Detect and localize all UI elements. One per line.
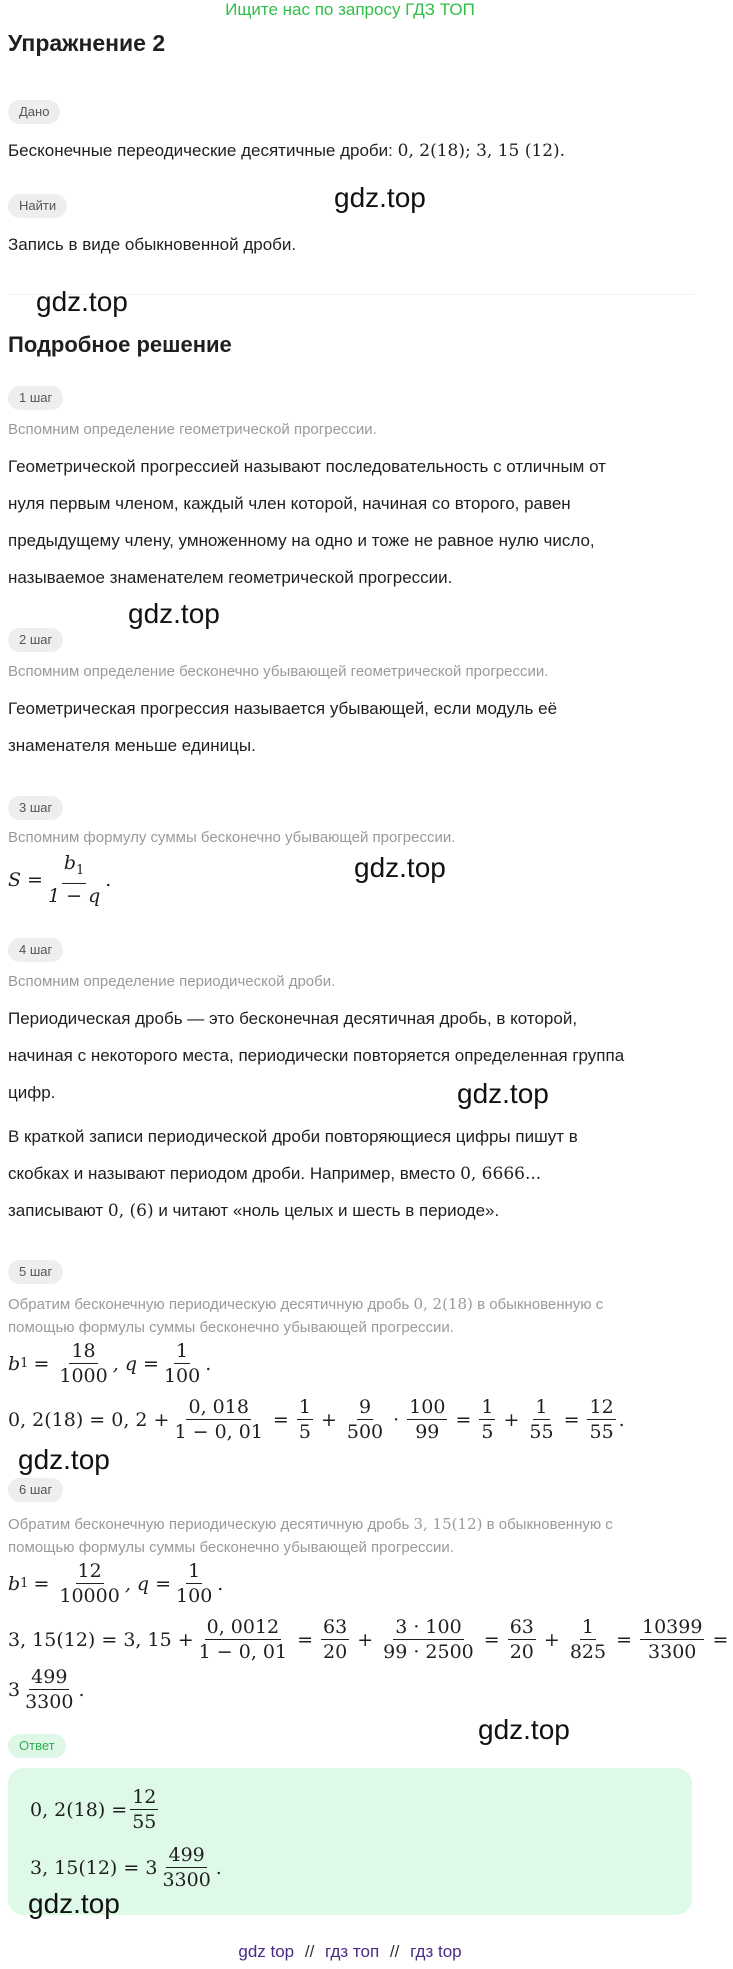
step-5-pill: 5 шаг [8,1260,63,1284]
b1-fraction [57,1340,109,1387]
sum-lhs: S = [8,868,43,891]
step-6-formula-3 [8,1666,85,1713]
step-3-hint: Вспомним формулу суммы бесконечно убывающей прогрессии. [8,829,456,846]
b1-den: 1000 [59,1365,108,1387]
step-4-write-math: 0, (6) [107,1201,154,1221]
answer-2-den: 3300 [162,1869,211,1891]
step-6-formula-2 [8,1616,733,1663]
f2-g [587,1396,615,1443]
q-label: , q = [124,1572,172,1595]
f2-a [172,1396,264,1443]
step-5-hint-b: в обыкновенную с [477,1296,604,1313]
f2-b-den: 5 [298,1421,311,1443]
step-1-hint: Вспомним определение геометрической прогрессии. [8,421,377,438]
answer-2-lhs: 3, 15(12) = 3 [30,1856,158,1879]
step-4-para2-line-3 [8,1192,694,1230]
given-text [8,132,694,170]
f2-a-den: 1 − 0, 01 [198,1641,288,1663]
step-6-hint-b: в обыкновенную с [486,1516,613,1533]
f2-e-num: 1 [581,1616,594,1638]
f2-f [640,1616,704,1663]
q-den: 100 [176,1585,213,1607]
step-4-example-math: 0, 6666... [460,1164,542,1184]
footer-link-3[interactable]: гдз top [410,1942,462,1961]
page-title: Упражнение 2 [8,30,166,56]
answer-1-fraction [130,1786,158,1833]
find-text: Запись в виде обыкновенной дроби. [8,235,297,254]
step-6-hint-2: помощью формулы суммы бесконечно убывающей прогрессии. [8,1539,454,1556]
step-5-formula-1 [8,1340,211,1387]
b1-symbol: b [8,1572,21,1595]
end: . [205,1352,212,1375]
plus: + [320,1408,337,1431]
f2-c-num: 9 [358,1396,372,1418]
sum-num-sub: 1 [76,863,85,878]
f2-d-den: 99 [415,1421,440,1443]
step-5-formula-2 [8,1396,625,1443]
sum-num: b [63,852,77,874]
step-1-line-4: называемое знаменателем геометрической прогрессии. [8,568,453,587]
solution-title: Подробное решение [8,332,232,357]
step-1-line-2: нуля первым членом, каждый член которой, начиная со второго, равен [8,494,571,513]
step-6-hint-1 [8,1512,694,1537]
step-6-pill: 6 шаг [8,1478,63,1502]
answer-pill: Ответ [8,1734,66,1758]
q-den: 100 [163,1365,201,1387]
step-4-hint: Вспомним определение периодической дроби. [8,973,336,990]
search-hint-link[interactable]: Ищите нас по запросу ГДЗ ТОП [225,0,475,19]
step-1-pill: 1 шаг [8,386,63,410]
step-4-write-text: записывают [8,1201,104,1220]
step-5-hint-a: Обратим бесконечную периодическую десятичную дробь [8,1296,410,1313]
b1-den: 10000 [59,1585,120,1607]
f2-lhs: 0, 2(18) = 0, 2 + [8,1408,170,1431]
f2-e [568,1616,608,1663]
b1-fraction [57,1560,121,1607]
watermark: gdz.top [18,1444,110,1475]
b1-sub: 1 [20,1576,29,1591]
f2-g-den: 55 [589,1421,614,1443]
answer-2-end: . [215,1856,222,1879]
sum-den: 1 − q [47,885,101,907]
f2-e-den: 825 [569,1641,607,1663]
step-4-line-3: цифр. [8,1083,56,1102]
eq: = [297,1628,314,1651]
step-3-pill: 3 шаг [8,796,63,820]
step-1-line-3: предыдущему члену, умноженному на одно и тоже не равное нулю число, [8,531,595,550]
dot: · [393,1408,400,1431]
f2-a-num: 0, 018 [188,1396,249,1418]
b1-num: 18 [71,1340,96,1362]
f2-f-den: 55 [529,1421,554,1443]
end: . [217,1572,224,1595]
step-2-line-2: знаменателя меньше единицы. [8,736,256,755]
mixed-den: 3300 [25,1691,74,1713]
f2-d [508,1616,536,1663]
end: . [78,1678,85,1701]
f2-e-den: 5 [481,1421,494,1443]
step-4-para2-line-1: В краткой записи периодической дроби повторяющиеся цифры пишут в [8,1127,578,1146]
end: . [618,1408,625,1431]
f2-c-den: 500 [346,1421,384,1443]
eq: = [33,1352,50,1375]
step-2-hint: Вспомним определение бесконечно убывающей геометрической прогрессии. [8,663,549,680]
plus: + [503,1408,520,1431]
q-num: 1 [188,1560,201,1582]
eq: = [272,1408,289,1431]
f2-b [297,1396,313,1443]
step-3-formula [8,852,111,907]
step-6-hint-math: 3, 15(12) [413,1515,483,1533]
f2-lhs: 3, 15(12) = 3, 15 + [8,1628,194,1651]
f2-b-num: 1 [298,1396,311,1418]
watermark: gdz.top [334,182,426,213]
given-values: 0, 2(18); 3, 15 (12). [397,141,566,161]
eq: = [563,1408,580,1431]
f2-a-den: 1 − 0, 01 [174,1421,263,1443]
answer-1-num: 12 [132,1786,157,1808]
watermark: gdz.top [354,852,446,883]
step-6-hint-a: Обратим бесконечную периодическую десятичную дробь [8,1516,410,1533]
f2-d [407,1396,447,1443]
f2-c-num: 3 · 100 [395,1616,462,1638]
footer-links [0,1942,700,1962]
f2-f-num: 10399 [642,1616,703,1638]
step-4-pill: 4 шаг [8,938,63,962]
f2-c [381,1616,476,1663]
answer-1-lhs: 0, 2(18) = [30,1798,128,1821]
eq: = [616,1628,632,1651]
step-4-line-1: Периодическая дробь — это бесконечная десятичная дробь, в которой, [8,1009,578,1028]
mixed-whole: 3 [8,1678,21,1701]
given-pill: Дано [8,100,60,124]
f2-d-den: 20 [509,1641,534,1663]
watermark: gdz.top [128,598,220,629]
watermark: gdz.top [457,1078,549,1109]
step-4-para2-line-2 [8,1155,694,1193]
f2-c-den: 99 · 2500 [383,1641,474,1663]
mixed-num: 499 [31,1666,68,1688]
b1-symbol: b [8,1352,21,1375]
f2-e-num: 1 [481,1396,494,1418]
f2-d-num: 100 [409,1396,446,1418]
step-5-hint-2: помощью формулы суммы бесконечно убывающей прогрессии. [8,1319,454,1336]
sum-fraction [46,852,102,907]
answer-2-num: 499 [168,1844,205,1866]
footer-link-2[interactable]: гдз топ [325,1942,380,1961]
f2-e [479,1396,495,1443]
find-pill: Найти [8,194,67,218]
q-num: 1 [176,1340,189,1362]
b1-num: 12 [77,1560,102,1582]
step-1-line-1: Геометрической прогрессией называют последовательность с отличным от [8,457,606,476]
plus: + [543,1628,560,1651]
f2-d-num: 63 [509,1616,534,1638]
answer-line-2 [30,1844,222,1891]
eq: = [483,1628,500,1651]
watermark: gdz.top [478,1714,570,1745]
q-label: , q = [112,1352,159,1375]
eq: = [712,1628,729,1651]
sum-end: . [105,868,112,891]
q-fraction [162,1340,202,1387]
answer-2-fraction [160,1844,212,1891]
footer-link-1[interactable]: gdz top [238,1942,295,1961]
f2-a-num: 0, 0012 [206,1616,280,1638]
q-fraction [174,1560,214,1607]
footer-sep: // [389,1942,400,1961]
f2-g-num: 12 [589,1396,614,1418]
footer-sep: // [304,1942,315,1961]
step-2-line-1: Геометрическая прогрессия называется убывающей, если модуль её [8,699,558,718]
plus: + [357,1628,374,1651]
f2-b [321,1616,349,1663]
b1-sub: 1 [20,1356,29,1371]
step-4-line-2: начиная с некоторого места, периодически повторяется определенная группа [8,1046,625,1065]
step-4-read-text: и читают «ноль целых и шесть в периоде». [158,1201,500,1220]
watermark: gdz.top [28,1888,120,1919]
step-5-hint-1 [8,1292,694,1317]
step-4-example-text: скобках и называют периодом дроби. Например, вместо [8,1164,456,1183]
f2-f [527,1396,555,1443]
f2-b-den: 20 [323,1641,348,1663]
step-2-pill: 2 шаг [8,628,63,652]
watermark: gdz.top [36,286,128,317]
f2-b-num: 63 [323,1616,348,1638]
given-label: Бесконечные переодические десятичные дроби: [8,141,393,160]
step-6-formula-1 [8,1560,223,1607]
eq: = [33,1572,50,1595]
step-5-hint-math: 0, 2(18) [413,1295,473,1313]
answer-line-1 [30,1786,161,1833]
f2-f-den: 3300 [648,1641,697,1663]
eq: = [455,1408,472,1431]
mixed-fraction [23,1666,75,1713]
f2-a [197,1616,289,1663]
answer-1-den: 55 [132,1811,157,1833]
f2-c [345,1396,385,1443]
f2-f-num: 1 [535,1396,548,1418]
